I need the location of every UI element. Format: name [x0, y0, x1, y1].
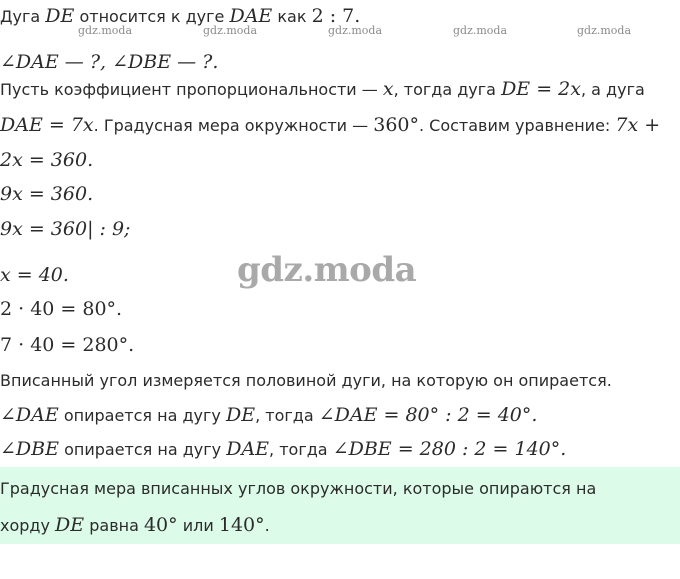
answer-line: хорду DE равна 40° или 140°.: [0, 514, 270, 536]
watermark-logo: gdz.moda: [237, 250, 417, 290]
watermark-small: gdz.moda: [577, 24, 632, 37]
find-statement: ∠DAE — ?, ∠DBE — ?.: [0, 51, 219, 73]
watermark-small: gdz.moda: [328, 24, 383, 37]
solution-line: Пусть коэффициент пропорциональности — x, тогда дуга DE = 2x, а дуга: [0, 78, 645, 100]
watermark-small: gdz.moda: [453, 24, 508, 37]
answer-line: Градусная мера вписанных углов окружности, которые опираются на: [0, 479, 597, 498]
solution-line: ∠DBE опирается на дугу DAE, тогда ∠DBE = 280 : 2 = 140°.: [0, 438, 567, 460]
solution-line: ∠DAE опирается на дугу DE, тогда ∠DAE = 80° : 2 = 40°.: [0, 404, 538, 426]
equation-line: 2x = 360.: [0, 149, 94, 171]
solution-line: DAE = 7x. Градусная мера окружности — 360°. Составим уравнение: 7x +: [0, 114, 661, 136]
equation-line: x = 40.: [0, 264, 69, 286]
problem-statement: Дуга DE относится к дуге DAE как 2 : 7.: [0, 5, 361, 27]
equation-line: 7 · 40 = 280°.: [0, 334, 135, 356]
equation-line: 9x = 360.: [0, 183, 94, 205]
equation-line: 2 · 40 = 80°.: [0, 298, 123, 320]
watermark-small: gdz.moda: [203, 24, 258, 37]
watermark-small: gdz.moda: [78, 24, 133, 37]
theory-line: Вписанный угол измеряется половиной дуги, на которую он опирается.: [0, 371, 612, 390]
equation-line: 9x = 360| : 9;: [0, 218, 131, 240]
